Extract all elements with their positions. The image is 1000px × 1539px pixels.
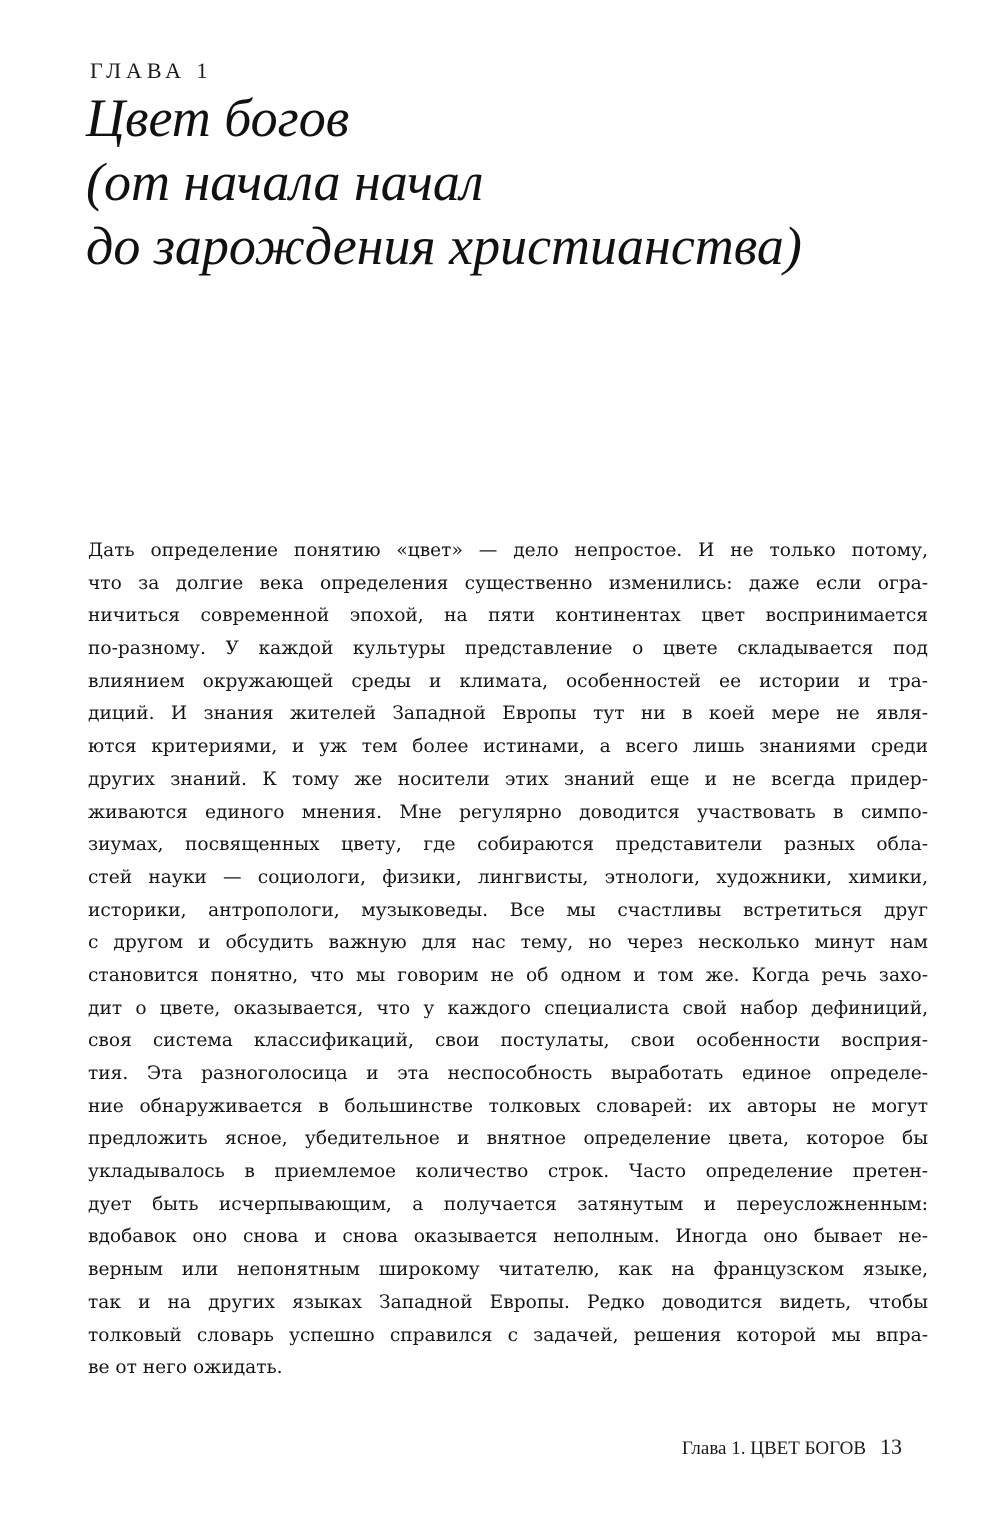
chapter-label: ГЛАВА 1	[90, 58, 213, 83]
page-number: 13	[880, 1434, 902, 1459]
text-line: вдобавок оно снова и снова оказывается неполным. Иногда оно бывает не-	[88, 1226, 928, 1248]
chapter-title	[86, 86, 802, 278]
running-head: Глава 1. ЦВЕТ БОГОВ	[681, 1438, 866, 1459]
text-line: ются критериями, и уж тем более истинами, а всего лишь знаниями среди	[88, 736, 928, 758]
chapter-title-line: до зарождения христианства)	[86, 216, 802, 276]
text-line: тия. Эта разноголосица и эта неспособность выработать единое определе-	[88, 1063, 928, 1084]
text-line: Дать определение понятию «цвет» — дело непростое. И не только потому,	[88, 540, 928, 561]
chapter-title-line: Цвет богов	[86, 88, 350, 148]
text-line: дит о цвете, оказывается, что у каждого специалиста свой набор дефиниций,	[88, 997, 928, 1019]
text-line: живаются единого мнения. Мне регулярно доводится участвовать в симпо-	[88, 801, 928, 823]
text-line: дует быть исчерпывающим, а получается затянутым и переусложненным:	[88, 1193, 928, 1215]
text-line: верным или непонятным широкому читателю, как на французском языке,	[88, 1259, 928, 1281]
text-line: ве от него ожидать.	[88, 1357, 283, 1379]
text-line: историки, антропологи, музыковеды. Все мы счастливы встретиться друг	[88, 899, 928, 921]
text-line: укладывалось в приемлемое количество строк. Часто определение претен-	[88, 1161, 928, 1183]
text-line: диций. И знания жителей Западной Европы тут ни в коей мере не явля-	[88, 703, 928, 725]
text-line: предложить ясное, убедительное и внятное определение цвета, которое бы	[88, 1128, 928, 1150]
text-line: зиумах, посвященных цвету, где собираются представители разных обла-	[88, 834, 928, 856]
text-line: стей науки — социологи, физики, лингвисты, этнологи, художники, химики,	[88, 866, 928, 888]
body-paragraph	[88, 535, 928, 1385]
text-line: становится понятно, что мы говорим не об одном и том же. Когда речь захо-	[88, 964, 928, 986]
text-line: ничиться современной эпохой, на пяти континентах цвет воспринимается	[88, 605, 928, 627]
text-line: других знаний. К тому же носители этих знаний еще и не всегда придер-	[88, 768, 928, 790]
text-line: что за долгие века определения существенно изменились: даже если огра-	[88, 572, 928, 594]
text-line: по-разному. У каждой культуры представление о цвете складывается под	[88, 638, 928, 660]
text-line: своя система классификаций, свои постулаты, свои особенности восприя-	[88, 1030, 928, 1052]
text-line: с другом и обсудить важную для нас тему, но через несколько минут нам	[88, 932, 928, 954]
running-footer	[682, 1434, 902, 1460]
text-line: ние обнаруживается в большинстве толковых словарей: их авторы не могут	[88, 1095, 928, 1117]
text-line: так и на других языках Западной Европы. Редко доводится видеть, чтобы	[88, 1291, 928, 1313]
text-line: толковый словарь успешно справился с задачей, решения которой мы впра-	[88, 1324, 928, 1346]
chapter-title-line: (от начала начал	[86, 152, 484, 212]
text-line: влиянием окружающей среды и климата, особенностей ее истории и тра-	[88, 670, 928, 692]
